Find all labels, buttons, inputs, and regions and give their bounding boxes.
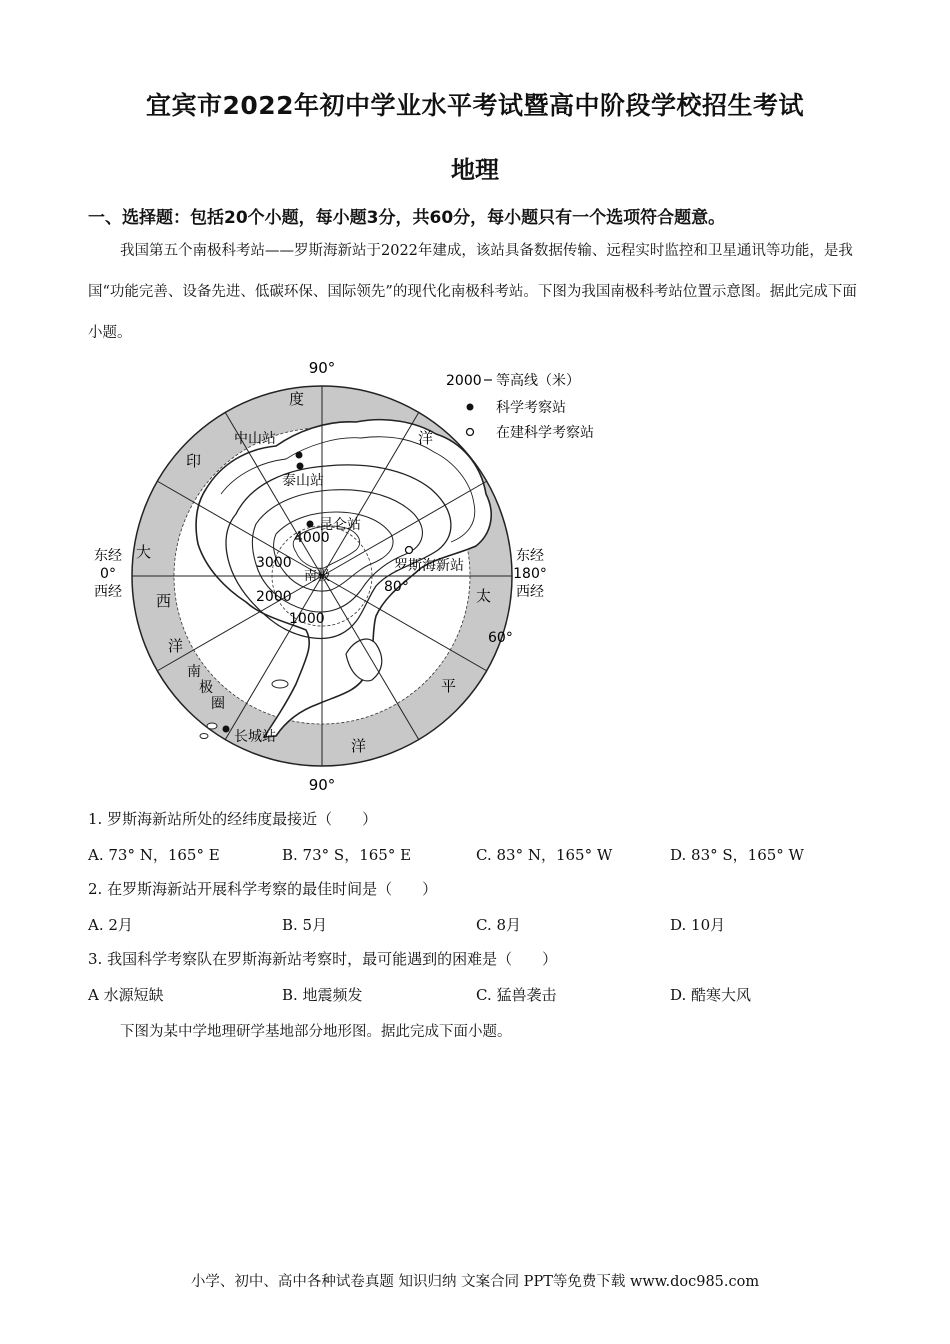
- legend-new-station-text: 在建科学考察站: [496, 425, 594, 441]
- station-zhongshan-label: 中山站: [234, 431, 276, 447]
- q3-option-a: A 水源短缺: [88, 986, 164, 1004]
- station-zhongshan-marker: [296, 452, 303, 459]
- label-east-left: 东经: [94, 548, 122, 564]
- label-west-left: 西经: [94, 584, 122, 600]
- ocean-atlantic-2: 西: [156, 592, 172, 610]
- station-taishan-marker: [297, 463, 304, 470]
- intro-paragraph: 我国第五个南极科考站——罗斯海新站于2022年建成，该站具备数据传输、远程实时监控和卫星通讯等功能，是我国“功能完善、设备先进、低碳环保、国际领先”的现代化南极科考站。下图为我国南极科考站位置示意图。据此完成下面小题。: [88, 243, 857, 341]
- label-east-right: 东经: [516, 548, 544, 564]
- station-rossnew-label: 罗斯海新站: [394, 558, 464, 574]
- ocean-pacific-2: 平: [441, 677, 457, 695]
- contour-label-1000: 1000: [289, 611, 325, 627]
- station-kunlun-label: 昆仑站: [319, 517, 361, 533]
- circle-label-3: 圈: [211, 696, 225, 712]
- footer-text: 小学、初中、高中各种试卷真题 知识归纳 文案合同 PPT等免费下载 www.doc985.com: [190, 1274, 760, 1290]
- q3-option-c: C. 猛兽袭击: [476, 986, 557, 1004]
- q2-option-a: A. 2月: [88, 916, 133, 934]
- station-rossnew-marker: [406, 547, 413, 554]
- station-changcheng-label: 长城站: [234, 729, 276, 745]
- q1-option-c: C. 83° N，165° W: [476, 846, 613, 864]
- circle-label-1: 南: [187, 664, 201, 680]
- section-heading: 一、选择题：包括20个小题，每小题3分，共60分，每小题只有一个选项符合题意。: [88, 208, 726, 228]
- exam-title: 宜宾市2022年初中学业水平考试暨高中阶段学校招生考试: [145, 91, 805, 120]
- ocean-indian-2: 度: [289, 390, 305, 408]
- label-lat-60: 60°: [488, 630, 513, 646]
- ocean-atlantic-3: 洋: [168, 637, 184, 655]
- intro-paragraph-2: 下图为某中学地理研学基地部分地形图。据此完成下面小题。: [120, 1024, 512, 1040]
- legend-new-station-marker: [467, 429, 474, 436]
- legend-contour-text: 等高线（米）: [496, 373, 580, 389]
- question-1: 1. 罗斯海新站所处的经纬度最接近（ ）: [88, 810, 378, 828]
- contour-label-4000: 4000: [294, 530, 330, 546]
- station-kunlun-marker: [307, 521, 314, 528]
- label-90-top: 90°: [308, 359, 336, 377]
- south-pole-label: 南极: [304, 569, 331, 584]
- ocean-indian-3: 洋: [418, 429, 434, 447]
- island: [200, 734, 208, 739]
- label-180deg: 180°: [513, 566, 547, 582]
- q1-option-b: B. 73° S，165° E: [282, 846, 412, 864]
- legend-station-text: 科学考察站: [496, 400, 566, 416]
- island: [207, 723, 217, 729]
- ocean-indian-1: 印: [186, 452, 202, 470]
- station-changcheng-marker: [223, 726, 230, 733]
- ocean-atlantic-1: 大: [136, 543, 152, 561]
- q3-option-d: D. 酷寒大风: [670, 986, 752, 1004]
- station-taishan-label: 泰山站: [282, 473, 324, 489]
- label-lat-80: 80°: [384, 579, 409, 595]
- q2-option-c: C. 8月: [476, 916, 522, 934]
- q2-option-b: B. 5月: [282, 916, 328, 934]
- q3-option-b: B. 地震频发: [282, 986, 363, 1004]
- label-west-right: 西经: [516, 584, 544, 600]
- antarctic-station-map: [86, 354, 626, 800]
- legend-station-marker: [467, 404, 474, 411]
- q1-option-a: A. 73° N，165° E: [88, 846, 220, 864]
- circle-label-2: 极: [199, 680, 213, 696]
- contour-label-3000: 3000: [256, 555, 292, 571]
- q2-option-d: D. 10月: [670, 916, 726, 934]
- question-3: 3. 我国科学考察队在罗斯海新站考察时，最可能遇到的困难是（ ）: [88, 950, 558, 968]
- q1-option-d: D. 83° S，165° W: [670, 846, 804, 864]
- ocean-pacific-3: 洋: [351, 737, 367, 755]
- contour-label-2000: 2000: [256, 589, 292, 605]
- question-2: 2. 在罗斯海新站开展科学考察的最佳时间是（ ）: [88, 880, 438, 898]
- legend-contour-sample: 2000: [446, 373, 482, 389]
- label-90-bottom: 90°: [308, 776, 336, 794]
- subject-title: 地理: [451, 156, 499, 184]
- label-0deg: 0°: [100, 566, 116, 582]
- ocean-pacific-1: 太: [476, 587, 492, 605]
- island: [272, 680, 288, 688]
